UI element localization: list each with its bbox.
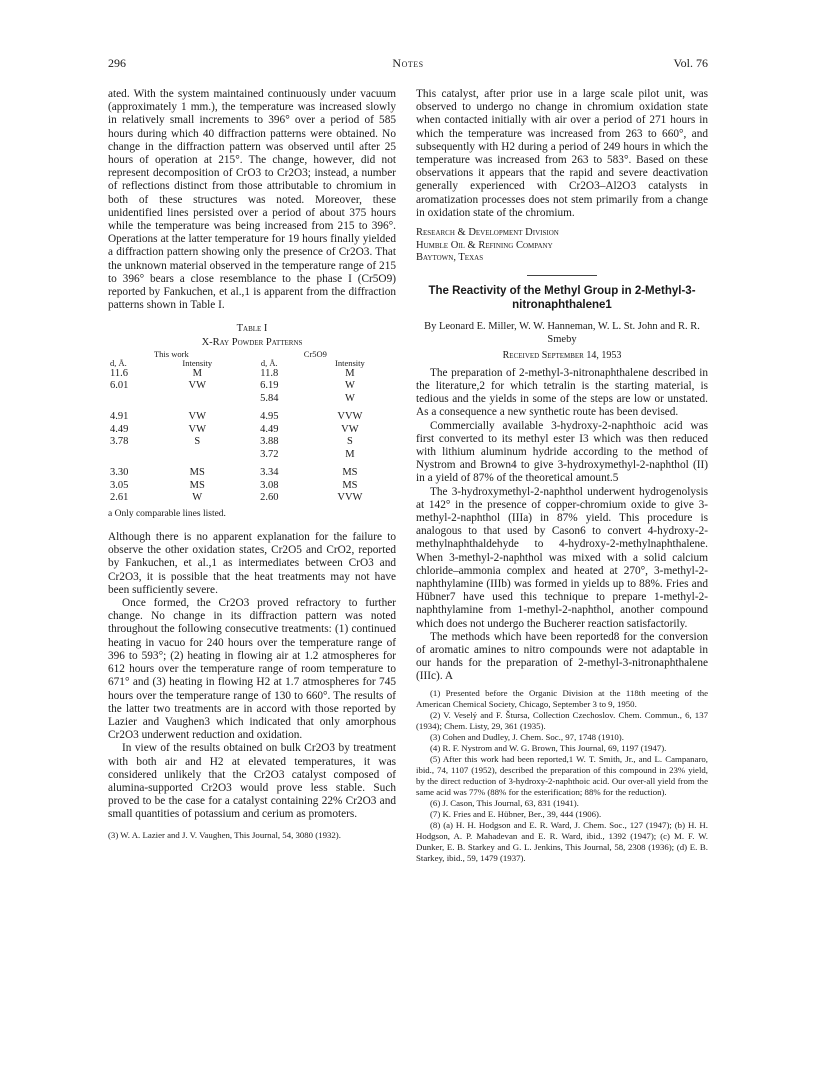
- table-row: [108, 436, 396, 449]
- col-d-2: d, Å.: [260, 357, 278, 368]
- footnote-item: (2) V. Veselý and F. Štursa, Collection Czechoslov. Chem. Commun., 6, 137 (1934); Chem. Listy, 29, 361 (1935).: [416, 709, 708, 731]
- table-title: X-Ray Powder Patterns: [201, 336, 303, 348]
- table-cell: W: [344, 380, 355, 392]
- table-cell: VW: [188, 380, 207, 392]
- right-paragraph-1: This catalyst, after prior use in a large scale pilot unit, was observed to undergo no change in chromium oxidation state when contacted initially with air over a period of 271 hours in which the temperature was increased from 263 to 660°, and subsequently with H2 during a period of 249 hours in which the temperature was increased from 263 to 583°. Based on these observations it appears that the rapid and severe deactivation generally experienced with Cr2O3–Al2O3 catalysts in aromatization processes does not stem primarily from a change in oxidation state of the chromium.: [416, 88, 708, 219]
- left-paragraph-2: Although there is no apparent explanation for the failure to observe the other oxidation states, Cr2O5 and CrO2, reported by Fankuchen, et al.,1 as intermediates between CrO3 and Cr2O3, it is possible that the heat treatments may not have been sufficiently severe.: [108, 531, 396, 596]
- table-cell: M: [345, 448, 355, 460]
- table-cell: 3.30: [110, 467, 129, 479]
- page-header: [108, 56, 708, 76]
- affiliation-line-2: Humble Oil & Refining Company: [416, 239, 553, 251]
- col-d-1: d, Å.: [110, 357, 127, 368]
- affiliation-line-1: Research & Development Division: [416, 227, 559, 239]
- right-paragraph-5: The methods which have been reported8 for the conversion of aromatic amines to nitro compounds were not adaptable in our hands for the preparation of 2-methyl-3-nitronaphthalene (IIIc). A: [416, 630, 708, 683]
- table-row: [108, 380, 396, 393]
- table-cell: 3.72: [260, 448, 279, 460]
- table-cell: MS: [342, 479, 358, 491]
- table-row: [108, 492, 396, 505]
- left-paragraph-3: Once formed, the Cr2O3 proved refractory to further change. No change in its diffraction pattern was noted throughout the following consecutive treatments: (1) continued heating in vacuo for 240 hours over the temperature range of 396 to 593°; (2) heating in flowing air at 1.2 atmospheres for 612 hours over the temperature range of room temperature to 671° and (3) heating in flowing H2 at 1.7 atmospheres for 745 hours over the temperature range of 130 to 660°. The results of the latter two treatments are in accord with those reported by Lazier and Vaughen3 which indicated that only amorphous Cr2O3 underwent reduction and oxidation.: [108, 597, 396, 742]
- footnote-item: (1) Presented before the Organic Division at the 118th meeting of the American Chemical Society, Chicago, September 3 to 9, 1950.: [416, 687, 708, 709]
- table-cell: MS: [189, 467, 205, 479]
- article-authors: By Leonard E. Miller, W. W. Hanneman, W. L. St. John and R. R. Smeby: [424, 320, 700, 345]
- affiliation: [416, 227, 708, 265]
- table-cell: W: [192, 492, 203, 504]
- section-title: Notes: [392, 56, 424, 70]
- table-cell: M: [345, 367, 355, 379]
- table-cell: 3.05: [110, 479, 129, 491]
- table-cell: 3.34: [260, 467, 279, 479]
- table-row: [108, 424, 396, 437]
- col-intensity-1: Intensity: [182, 357, 213, 368]
- section-divider: [527, 275, 597, 276]
- table-cell: S: [194, 436, 201, 448]
- right-column: [416, 88, 708, 864]
- volume-label: Vol. 76: [673, 56, 708, 70]
- table-row: [108, 464, 396, 480]
- table-cell: VW: [188, 411, 207, 423]
- col-intensity-2: Intensity: [335, 357, 365, 368]
- table-cell: VW: [341, 423, 359, 435]
- left-paragraph-1: ated. With the system maintained continuously under vacuum (approximately 1 mm.), the temperature was increased slowly in relatively small increments to 396° over a period of 585 hours during which 40 diffraction patterns were obtained. No change in the diffraction pattern was observed until after 25 hours of operation at 215°. The change, however, did not represent decomposition of CrO3 to Cr2O3; instead, a number of reflections distinct from those attributable to chromium in both of these structures was noted. Moreover, these unidentified lines persisted over a period of about 375 hours while the temperature was being increased from 215 to 396°. Operations at the latter temperature for 19 hours finally yielded a diffraction pattern showing only the presence of Cr2O3. That the unknown material observed in the temperature range of 215 to 396° bears a close resemblance to the phase I (Cr5O9) reported by Fankuchen, et al.,1 is apparent from the diffraction patterns shown in Table I.: [108, 88, 396, 312]
- article-title: The Reactivity of the Methyl Group in 2-Methyl-3-nitronaphthalene1: [428, 284, 696, 311]
- affiliation-line-3: Baytown, Texas: [416, 252, 484, 264]
- table-cell: [160, 393, 235, 409]
- table-cell: VW: [188, 423, 207, 435]
- received-date: Received September 14, 1953: [502, 349, 622, 361]
- table-row: [108, 408, 396, 424]
- footnotes: [416, 688, 708, 864]
- footnote-item: (6) J. Cason, This Journal, 63, 831 (1941).: [430, 797, 579, 808]
- right-paragraph-3: Commercially available 3-hydroxy-2-naphthoic acid was first converted to its methyl ester I3 which was then reduced with lithium aluminum hydride according to the method of Nystrom and Brown4 to give 3-hydroxymethyl-2-naphthol (II) in a yield of 87% of the theoretical amount.5: [416, 419, 708, 485]
- group-cr5o9: Cr5O9: [303, 348, 327, 359]
- right-paragraph-4: The 3-hydroxymethyl-2-naphthol underwent hydrogenolysis at 142° in the presence of copper-chromium oxide to give 3-methyl-2-naphthol (IIIa) in 87% yield. This procedure is analogous to that used by Cason6 to convert 4-hydroxy-2-methylnaphthaldehyde to 4-hydroxy-2-methylnaphthalene. When 3-methyl-2-naphthol was mixed with a solid calcium chloride–ammonia complex and heated at 270°, 3-methyl-2-naphthylamine (IIIb) was formed in yields up to 88%. Fries and Hübner7 have used this technique to prepare 1-methyl-2-naphthylamine from 1-methyl-2-naphthol, another compound which does not undergo the Bucherer reaction satisfactorily.: [416, 485, 708, 630]
- left-paragraph-4: In view of the results obtained on bulk Cr2O3 by treatment with both air and H2 at elevated temperatures, it was considered unlikely that the Cr2O3 catalyst composed of alumina-supported Cr2O3 would prove less stable. Such proved to be the case for a catalyst containing 22% Cr2O3 and small quantities of potassium and cerium as promoters.: [108, 742, 396, 821]
- page-number: 296: [108, 56, 126, 70]
- table-cell: W: [344, 392, 355, 404]
- table-cell: 3.88: [260, 436, 279, 448]
- footnote-3: (3) W. A. Lazier and J. V. Vaughen, This Journal, 54, 3080 (1932).: [108, 829, 341, 840]
- table-cell: [108, 449, 160, 465]
- table-cell: [108, 393, 160, 409]
- table-cell: VVW: [337, 411, 363, 423]
- footnote-item: (7) K. Fries and E. Hübner, Ber., 39, 444 (1906).: [430, 808, 602, 819]
- table-cell: 4.49: [260, 423, 279, 435]
- table-row: [108, 393, 396, 409]
- table-cell: 5.84: [260, 392, 279, 404]
- table-column-header: [108, 359, 396, 368]
- table-cell: 3.78: [110, 436, 129, 448]
- footnote-item: (3) Cohen and Dudley, J. Chem. Soc., 97, 1748 (1910).: [430, 731, 624, 742]
- table-cell: 4.95: [260, 411, 279, 423]
- table-cell: 2.61: [110, 492, 129, 504]
- table-row: [108, 449, 396, 465]
- xray-table: [108, 350, 396, 505]
- table-cell: 2.60: [260, 492, 279, 504]
- table-cell: VVW: [337, 492, 363, 504]
- footnote-item: (5) After this work had been reported,1 W. T. Smith, Jr., and L. Campanaro, ibid., 74, 1107 (1952), described the preparation of this compound in 23% yield, by the direct reduction of 3-hydroxy-2-naphthoic acid. Our over-all yield from the same acid was 77% (88% for the esterification; 88% for the reduction).: [416, 753, 708, 797]
- table-cell: MS: [342, 467, 358, 479]
- group-this-work: This work: [153, 348, 189, 359]
- table-cell: 4.91: [110, 411, 129, 423]
- table-cell: MS: [189, 479, 205, 491]
- table-cell: S: [346, 436, 353, 448]
- table-cell: 11.6: [110, 367, 128, 379]
- right-paragraph-2: The preparation of 2-methyl-3-nitronaphthalene described in the literature,2 for which tetralin is the starting material, is tedious and the yields in some of the steps are low or unstated. As a consequence a new synthetic route has been devised.: [416, 366, 708, 419]
- footnote-item: (8) (a) H. H. Hodgson and E. R. Ward, J. Chem. Soc., 127 (1947); (b) H. H. Hodgson, A. P. Mahadevan and E. R. Ward, ibid., 1392 (1947); (c) M. F. W. Dunker, E. B. Starkey and G. L. Jenkins, This Journal, 58, 2308 (1936); (d) E. B. Starkey, ibid., 59, 1479 (1937).: [416, 819, 708, 863]
- footnote-item: (4) R. F. Nystrom and W. G. Brown, This Journal, 69, 1197 (1947).: [430, 742, 667, 753]
- table-row: [108, 368, 396, 381]
- table-cell: 6.01: [110, 380, 129, 392]
- table-footnote: a Only comparable lines listed.: [108, 508, 226, 519]
- table-caption: Table I: [236, 323, 268, 335]
- table-cell: [160, 449, 235, 465]
- table-cell: 6.19: [260, 380, 279, 392]
- table-cell: 4.49: [110, 423, 129, 435]
- table-cell: M: [192, 367, 202, 379]
- table-cell: 3.08: [260, 479, 279, 491]
- table-row: [108, 480, 396, 493]
- left-column: [108, 88, 396, 841]
- table-cell: 11.8: [260, 367, 279, 379]
